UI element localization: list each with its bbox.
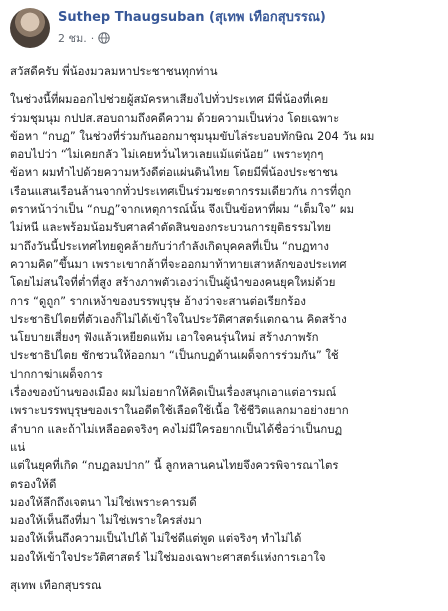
post-text-line: ความคิด”ขึ้นมา เพราะเขากล้าที่จะออกมาท้าทายเสาหลักของประเทศ — [10, 256, 347, 271]
post-text-line: ประชาธิปไตยที่ตัวเองก็ไม่ได้เข้าใจในประวัติศาสตร์แตกฉาน คิดสร้าง — [10, 311, 347, 326]
post-text-line: ตอบไปว่า “ไม่เคยกลัว ไม่เคยหวั่นไหวเลยแม้แต่น้อย” เพราะทุกๆ — [10, 147, 324, 162]
post-text-line: ในช่วงนี้ที่ผมออกไปช่วยผู้สมัครหาเสียงไปทั่วประเทศ มีพี่น้องที่เคย — [10, 92, 329, 107]
post-text-line: ปากกาฆ่าเผด็จการ — [10, 366, 103, 381]
post-text-line: ตราหน้าว่าเป็น “กบฏ”จากเหตุการณ์นั้น จึงเป็นข้อหาที่ผม “เต็มใจ” ผม — [10, 202, 355, 217]
post-text-line: เพราะบรรพบุรุษของเราในอดีตใช้เลือดใช้เนื้อ ใช้ชีวิตแลกมาอย่างยาก — [10, 403, 349, 418]
separator-dot: · — [90, 31, 95, 45]
post-text-line: ร่วมชุมนุม กปปส.สอบถามถึงคดีความ ด้วยความเป็นห่วง โดยเฉพาะ — [10, 110, 340, 125]
post-text-line: เรื่องของบ้านของเมือง ผมไม่อยากให้คิดเป็นเรื่องสนุกเอาแต่อารมณ์ — [10, 385, 337, 400]
post-text-line: ข้อหา ผมทำไปด้วยความหวังดีต่อแผ่นดินไทย โดยมีพี่น้องประชาชน — [10, 165, 338, 180]
post-text-line: แน่ — [10, 439, 26, 454]
post-text-line: แต่ในยุคที่เกิด “กบฏลมปาก” นี้ ลูกหลานคนไทยจึงควรพิจารณาไตร — [10, 458, 339, 473]
post-text — [10, 90, 438, 566]
post-signature: สุเทพ เทือกสุบรรณ — [10, 578, 102, 593]
author-name[interactable]: Suthep Thaugsuban (สุเทพ เทือกสุบรรณ) — [58, 10, 326, 25]
avatar[interactable] — [10, 8, 50, 48]
post-text-line: ไม่หนี และพร้อมน้อมรับศาลคำตัดสินของกระบวนการยุติธรรมไทย — [10, 220, 332, 235]
post-text-line: ตรองให้ดี — [10, 476, 57, 491]
post-text-line: การ “ดูถูก” รากเหง้าของบรรพบุรุษ อ้างว่าจะสานต่อเรียกร้อง — [10, 293, 306, 308]
globe-icon[interactable] — [98, 32, 110, 44]
post-meta — [58, 8, 326, 47]
post-subline — [58, 29, 326, 47]
post-text-line: มองให้เห็นถึงความเป็นไปได้ ไม่ใช่ดีแต่พูด แต่จริงๆ ทำไม่ได้ — [10, 531, 302, 546]
post-time[interactable]: 2 ชม. — [58, 32, 87, 45]
post-body — [10, 62, 438, 594]
post-text-line: มองให้เห็นถึงที่มา ไม่ใช่เพราะใครส่งมา — [10, 513, 202, 528]
post-text-line: มองให้ลึกถึงเจตนา ไม่ใช่เพราะคารมดี — [10, 494, 197, 509]
post-text-line: ลำบาก และถ้าไม่เหลืออดจริงๆ คงไม่มีใครอยากเป็นได้ชื่อว่าเป็นกบฏ — [10, 421, 343, 436]
post-text-line: มองให้เข้าใจประวัติศาสตร์ ไม่ใช่มองเฉพาะศาสตร์แห่งการเอาใจ — [10, 549, 326, 564]
post-text-line: มาถึงวันนี้ประเทศไทยดูคล้ายกับว่ากำลังเกิดบุคคลที่เป็น “กบฏทาง — [10, 238, 329, 253]
post-greeting: สวัสดีครับ พี่น้องมวลมหาประชาชนทุกท่าน — [10, 64, 218, 78]
post-text-line: เรือนแสนเรือนล้านจากทั่วประเทศเป็นร่วมชะตากรรมเดียวกัน การที่ถูก — [10, 183, 352, 198]
post-text-line: นโยบายเสี่ยงๆ ฟังแล้วเหยียดแท้ม เอาใจคนรุ่นใหม่ สร้างภาพรัก — [10, 330, 319, 345]
post-text-line: โดยไม่สนใจที่ต่ำที่สูง สร้างภาพตัวเองว่าเป็นผู้นำของคนยุคใหม่ด้วย — [10, 275, 336, 290]
post-text-line: ข้อหา “กบฏ” ในช่วงที่ร่วมกันออกมาชุมนุมขับไล่ระบอบทักษิณ 204 วัน ผม — [10, 128, 375, 143]
post-text-line: ประชาธิปไตย ชักชวนให้ออกมา “เป็นกบฏด้านเผด็จการร่วมกัน” ใช้ — [10, 348, 339, 363]
post-header — [10, 8, 438, 50]
